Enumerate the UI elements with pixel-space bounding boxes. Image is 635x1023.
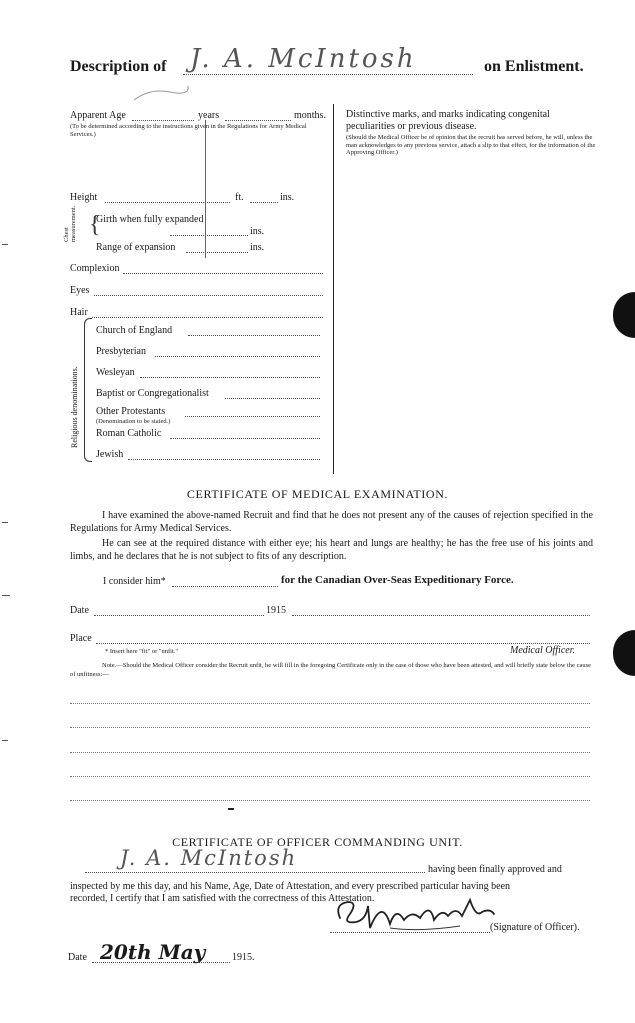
unfitness-line <box>70 727 590 728</box>
unfit-note: Note.—Should the Medical Officer consider the Recruit unfit, he will fill in the foregoing Certificate only in the case of those who have been attested, and will briefly state below the cause of unfitness:— <box>70 662 592 678</box>
range-label: Range of expansion <box>96 242 176 253</box>
signature-line <box>330 932 490 933</box>
age-years-line <box>132 120 194 121</box>
religion-line <box>140 377 320 378</box>
commanding-date-handwritten: 20th May <box>100 940 206 964</box>
months-label: months. <box>294 110 326 121</box>
unfitness-line <box>70 800 590 801</box>
years-label: years <box>198 110 220 121</box>
apparent-age-label: Apparent Age <box>70 110 126 121</box>
medical-certificate-heading: CERTIFICATE OF MEDICAL EXAMINATION. <box>186 487 449 501</box>
ft-label: ft. <box>235 192 244 203</box>
margin-mark <box>2 522 8 523</box>
religion-baptist: Baptist or Congregationalist <box>96 388 209 399</box>
distinctive-marks-note: (Should the Medical Officer be of opinion that the recruit has served before, he will, unless the man acknowledges to any previous service, attach a slip to that effect, for the information of the Approving Officer.) <box>346 134 596 156</box>
religion-brace <box>84 318 92 462</box>
chest-brace: { <box>89 212 101 238</box>
complexion-label: Complexion <box>70 263 120 274</box>
age-months-line <box>225 120 291 121</box>
distinctive-marks-title: Distinctive marks, and marks indicating congenital peculiarities or previous disease. <box>346 109 550 132</box>
binder-hole <box>613 630 635 676</box>
commanding-date-label: Date <box>68 952 87 963</box>
medical-year: 1915 <box>266 605 286 616</box>
height-ins-line <box>250 202 278 203</box>
commanding-certificate-heading: CERTIFICATE OF OFFICER COMMANDING UNIT. <box>172 835 463 849</box>
force-label: for the Canadian Over-Seas Expeditionary Force. <box>281 574 514 586</box>
divider-age <box>205 120 206 258</box>
range-line <box>186 252 248 253</box>
title-description-of: Description of <box>70 58 167 75</box>
religion-line <box>185 416 320 417</box>
chest-measurement-label: Chest measurement. <box>63 205 77 242</box>
religion-line <box>225 398 320 399</box>
medical-para-2: He can see at the required distance with either eye; his heart and lungs are healthy; he has the free use of his joints and limbs, and he declares that he is not subject to fits of any description. <box>70 538 593 562</box>
pencil-mark <box>130 82 190 109</box>
fit-line <box>172 586 278 587</box>
religion-line <box>128 459 320 460</box>
religion-presbyterian: Presbyterian <box>96 346 146 357</box>
signature-of-officer-label: (Signature of Officer). <box>490 922 580 933</box>
religion-line <box>155 356 320 357</box>
commanding-text-3: recorded, I certify that I am satisfied with the correctness of this Attestation. <box>70 893 375 904</box>
insert-note: * Insert here "fit" or "unfit." <box>105 648 179 655</box>
commanding-name-line <box>85 872 425 873</box>
girth-ins: ins. <box>250 226 265 237</box>
religion-wesleyan: Wesleyan <box>96 367 135 378</box>
hair-line <box>92 317 323 318</box>
commanding-text-2: inspected by me this day, and his Name, Age, Date of Attestation, and every prescribed particular having been <box>70 881 511 892</box>
margin-mark <box>2 595 10 596</box>
title-on-enlistment: on Enlistment. <box>484 58 584 75</box>
commanding-handwritten-name: J. A. McIntosh <box>120 846 298 870</box>
medical-date-line-right <box>292 615 590 616</box>
commanding-text-1: having been finally approved and <box>428 864 562 875</box>
unfitness-line <box>70 703 590 704</box>
religion-jewish: Jewish <box>96 449 124 460</box>
religion-other-protestants: Other Protestants <box>96 406 166 417</box>
officer-signature <box>330 888 500 941</box>
medical-officer-label: Medical Officer. <box>510 645 575 656</box>
place-line <box>96 643 590 644</box>
hair-label: Hair <box>70 307 88 318</box>
girth-line <box>170 235 248 236</box>
medical-date-line <box>94 615 264 616</box>
consider-him-label: I consider him* <box>103 576 166 587</box>
height-line <box>105 202 230 203</box>
divider-main <box>333 104 334 474</box>
medical-date-label: Date <box>70 605 89 616</box>
religion-line <box>188 335 320 336</box>
margin-mark <box>2 244 8 245</box>
age-note: (To be determined according to the instructions given in the Regulations for Army Medical Services.) <box>70 123 307 138</box>
religion-church-of-england: Church of England <box>96 325 173 336</box>
margin-mark <box>2 740 8 741</box>
binder-hole <box>613 292 635 338</box>
religious-denominations-label: Religious denominations. <box>70 366 79 448</box>
eyes-label: Eyes <box>70 285 90 296</box>
commanding-year: 1915. <box>232 952 255 963</box>
ink-mark <box>228 808 234 810</box>
unfitness-line <box>70 776 590 777</box>
religion-roman-catholic: Roman Catholic <box>96 428 162 439</box>
other-protestants-note: (Denomination to be stated.) <box>96 418 171 425</box>
complexion-line <box>123 273 323 274</box>
name-line <box>183 74 473 75</box>
eyes-line <box>94 295 323 296</box>
ins-label: ins. <box>280 192 295 203</box>
range-ins: ins. <box>250 242 265 253</box>
girth-label: Girth when fully expanded <box>96 214 204 225</box>
medical-para-1: I have examined the above-named Recruit and find that he does not present any of the causes of rejection specified in the Regulations for Army Medical Services. <box>70 510 593 534</box>
place-label: Place <box>70 633 92 644</box>
height-label: Height <box>70 192 98 203</box>
handwritten-name: J. A. McIntosh <box>190 44 417 74</box>
religion-line <box>170 438 320 439</box>
unfitness-line <box>70 752 590 753</box>
